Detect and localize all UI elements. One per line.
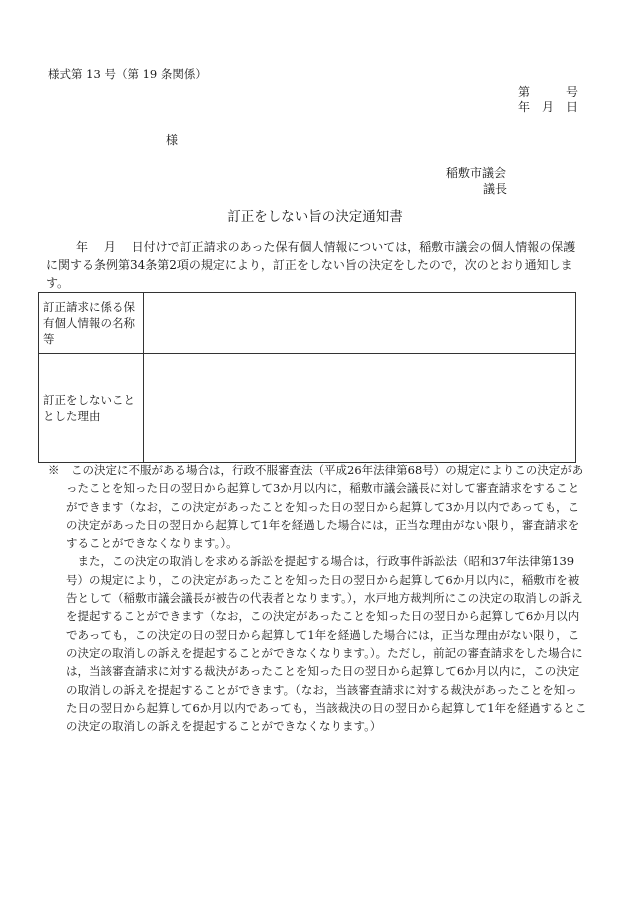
reason-value bbox=[144, 354, 576, 463]
intro-paragraph: 年 月 日付けで訂正請求のあった保有個人情報については，稲敷市議会の個人情報の保護に関する条例第34条第2項の規定により，訂正をしない旨の決定をしたので，次のとおり通知します。 bbox=[46, 240, 576, 290]
document-date: 年 月 日 bbox=[517, 100, 578, 114]
form-number: 様式第 13 号（第 19 条関係） bbox=[48, 67, 207, 81]
info-name-label: 訂正請求に係る保有個人情報の名称等 bbox=[39, 293, 144, 354]
document-number: 第 号 bbox=[517, 85, 578, 99]
decision-table bbox=[38, 292, 576, 463]
reason-label: 訂正をしないこととした理由 bbox=[39, 354, 144, 463]
lawsuit-note: また，この決定の取消しを求める訴訟を提起する場合は，行政事件訴訟法（昭和37年法律第139号）の規定により，この決定があったことを知った日の翌日から起算して6か月以内に，稲敷市を被告として（稲敷市議会議長が被告の代表者となります。），水戸地方裁判所にこの決定の取消しの訴えを提起することができます（なお，この決定があったことを知った日の翌日から起算して6か月以内であっても，この決定の日の翌日から起算して1年を経過した場合には，正当な理由がない限り，この決定の取消しの訴えを提起することができなくなります。）。ただし，前記の審査請求をした場合には，当該審査請求に対する裁決があったことを知った日の翌日から起算して6か月以内に，この決定の取消しの訴えを提起することができます。（なお，当該審査請求に対する裁決があったことを知った日の翌日から起算して6か月以内であっても，当該裁決の日の翌日から起算して1年を経過するとこの決定の取消しの訴えを提起することができなくなります。） bbox=[66, 554, 587, 734]
table-row bbox=[39, 293, 576, 354]
notes-section bbox=[48, 461, 588, 735]
issuer-title: 議長 bbox=[482, 182, 507, 196]
info-name-value bbox=[144, 293, 576, 354]
appeal-note: ※ この決定に不服がある場合は，行政不服審査法（平成26年法律第68号）の規定によりこの決定があったことを知った日の翌日から起算して3か月以内に，稲敷市議会議長に対して審査請求をすることができます（なお，この決定があったことを知った日の翌日から起算して3か月以内であっても，この決定があった日の翌日から起算して1年を経過した場合には，正当な理由がない限り，審査請求をすることができなくなります。）。 bbox=[48, 463, 584, 551]
issuer-organization: 稲敷市議会 bbox=[445, 166, 506, 180]
addressee-honorific: 様 bbox=[166, 133, 179, 147]
table-row bbox=[39, 354, 576, 463]
document-title: 訂正をしない旨の決定通知書 bbox=[227, 209, 403, 225]
